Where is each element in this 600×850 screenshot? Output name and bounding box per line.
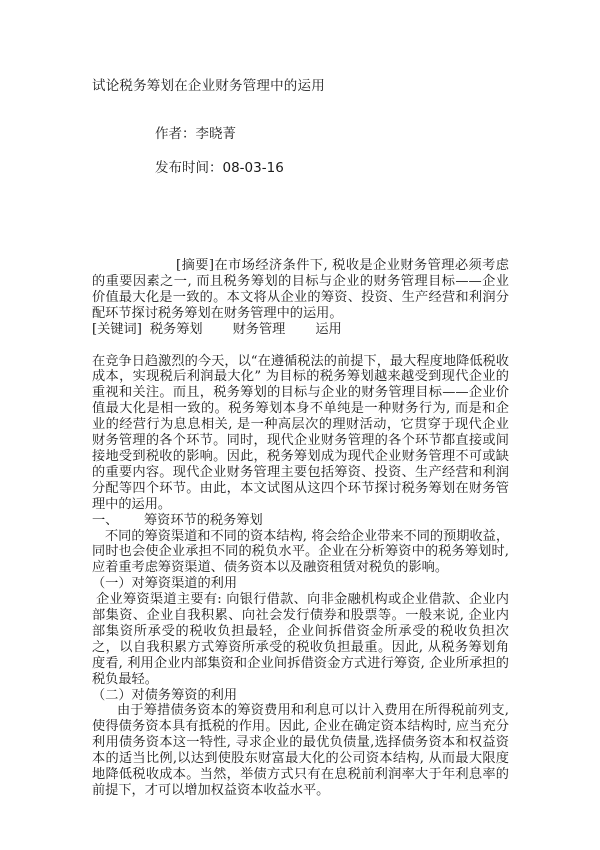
subsection-paragraph: 由于筹措债务资本的筹资费用和利息可以计入费用在所得税前列支, 使得债务资本具有抵税的作用。因此, 企业在确定资本结构时, 应当充分利用债务资本这一特性, 寻求企业的最优负债量,选择债务资本和权益资本的适当比例,以达到使股东财富最大化的公司资本结构, 从而最大限度地降低税收成本。当然，举债方式只有在息税前利润率大于年利息率的前提下，才可以增加权益资本收益水平。 bbox=[92, 703, 509, 798]
intro-paragraph: 在竞争日趋激烈的今天，以“在遵循税法的前提下，最大程度地降低税收成本，实现税后利润最大化” 为目标的税务筹划越来越受到现代企业的重视和关注。而且，税务筹划的目标与企业的财务管理目标——企业价值最大化是相一致的。税务筹划本身不单纯是一种财务行为, 而是和企业的经营行为息息相关, 是一种高层次的理财活动，它贯穿于现代企业财务管理的各个环节。同时，现代企业财务管理的各个环节都直接或间接地受到税收的影响。因此，税务筹划成为现代企业财务管理不可或缺的重要内容。现代企业财务管理主要包括筹资、投资、生产经营和利润分配等四个环节。由此，本文试图从这四个环节探讨税务筹划在财务管理中的运用。 bbox=[92, 353, 509, 512]
document-title: 试论税务筹划在企业财务管理中的运用 bbox=[92, 78, 325, 94]
author-line bbox=[155, 122, 236, 142]
author-name: 李晓菁 bbox=[195, 126, 236, 142]
subsection-heading: （一）对筹资渠道的利用 bbox=[92, 576, 238, 592]
publish-date-value: 08-03-16 bbox=[222, 160, 284, 176]
keyword-item: 税务筹划 bbox=[149, 321, 203, 337]
abstract-text: 在市场经济条件下, 税收是企业财务管理必须考虑的重要因素之一, 而且税务筹划的目标与企业的财务管理目标——企业价值最大化是一致的。本文将从企业的筹资、投资、生产经营和利润分配环节探讨税务筹划在财务管理中的运用。 bbox=[92, 258, 509, 321]
section-title: 筹资环节的税务筹划 bbox=[144, 512, 263, 528]
author-label: 作者： bbox=[155, 126, 196, 142]
subsection-heading: （二）对债务筹资的利用 bbox=[92, 687, 238, 703]
article-body bbox=[92, 258, 509, 799]
subsection-paragraph: 企业筹资渠道主要有: 向银行借款、向非金融机构或企业借款、企业内部集资、企业自我积累、向社会发行债券和股票等。一般来说, 企业内部集资所承受的税收负担最轻，企业间拆借资金所承受的税收负担次之，以自我积累方式筹资所承受的税收负担最重。因此, 从税务筹划角度看, 利用企业内部集资和企业间拆借资金方式进行筹资, 企业所承担的税负最轻。 bbox=[92, 592, 509, 687]
section-number: 一、 bbox=[92, 512, 119, 528]
publish-date-line bbox=[155, 156, 284, 176]
keywords-line bbox=[92, 322, 509, 338]
abstract-paragraph bbox=[92, 258, 509, 322]
keywords-tag: [关键词] bbox=[92, 321, 142, 337]
keyword-item: 运用 bbox=[315, 321, 342, 337]
abstract-tag: [摘要] bbox=[176, 258, 214, 273]
keyword-item: 财务管理 bbox=[232, 321, 286, 337]
section-intro-paragraph: 不同的筹资渠道和不同的资本结构, 将会给企业带来不同的预期收益，同时也会使企业承担不同的税负水平。企业在分析筹资中的税务筹划时, 应着重考虑筹资渠道、债务资本以及融资租赁对税负的影响。 bbox=[92, 528, 510, 576]
section-heading bbox=[92, 513, 509, 529]
publish-date-label: 发布时间： bbox=[155, 160, 223, 176]
